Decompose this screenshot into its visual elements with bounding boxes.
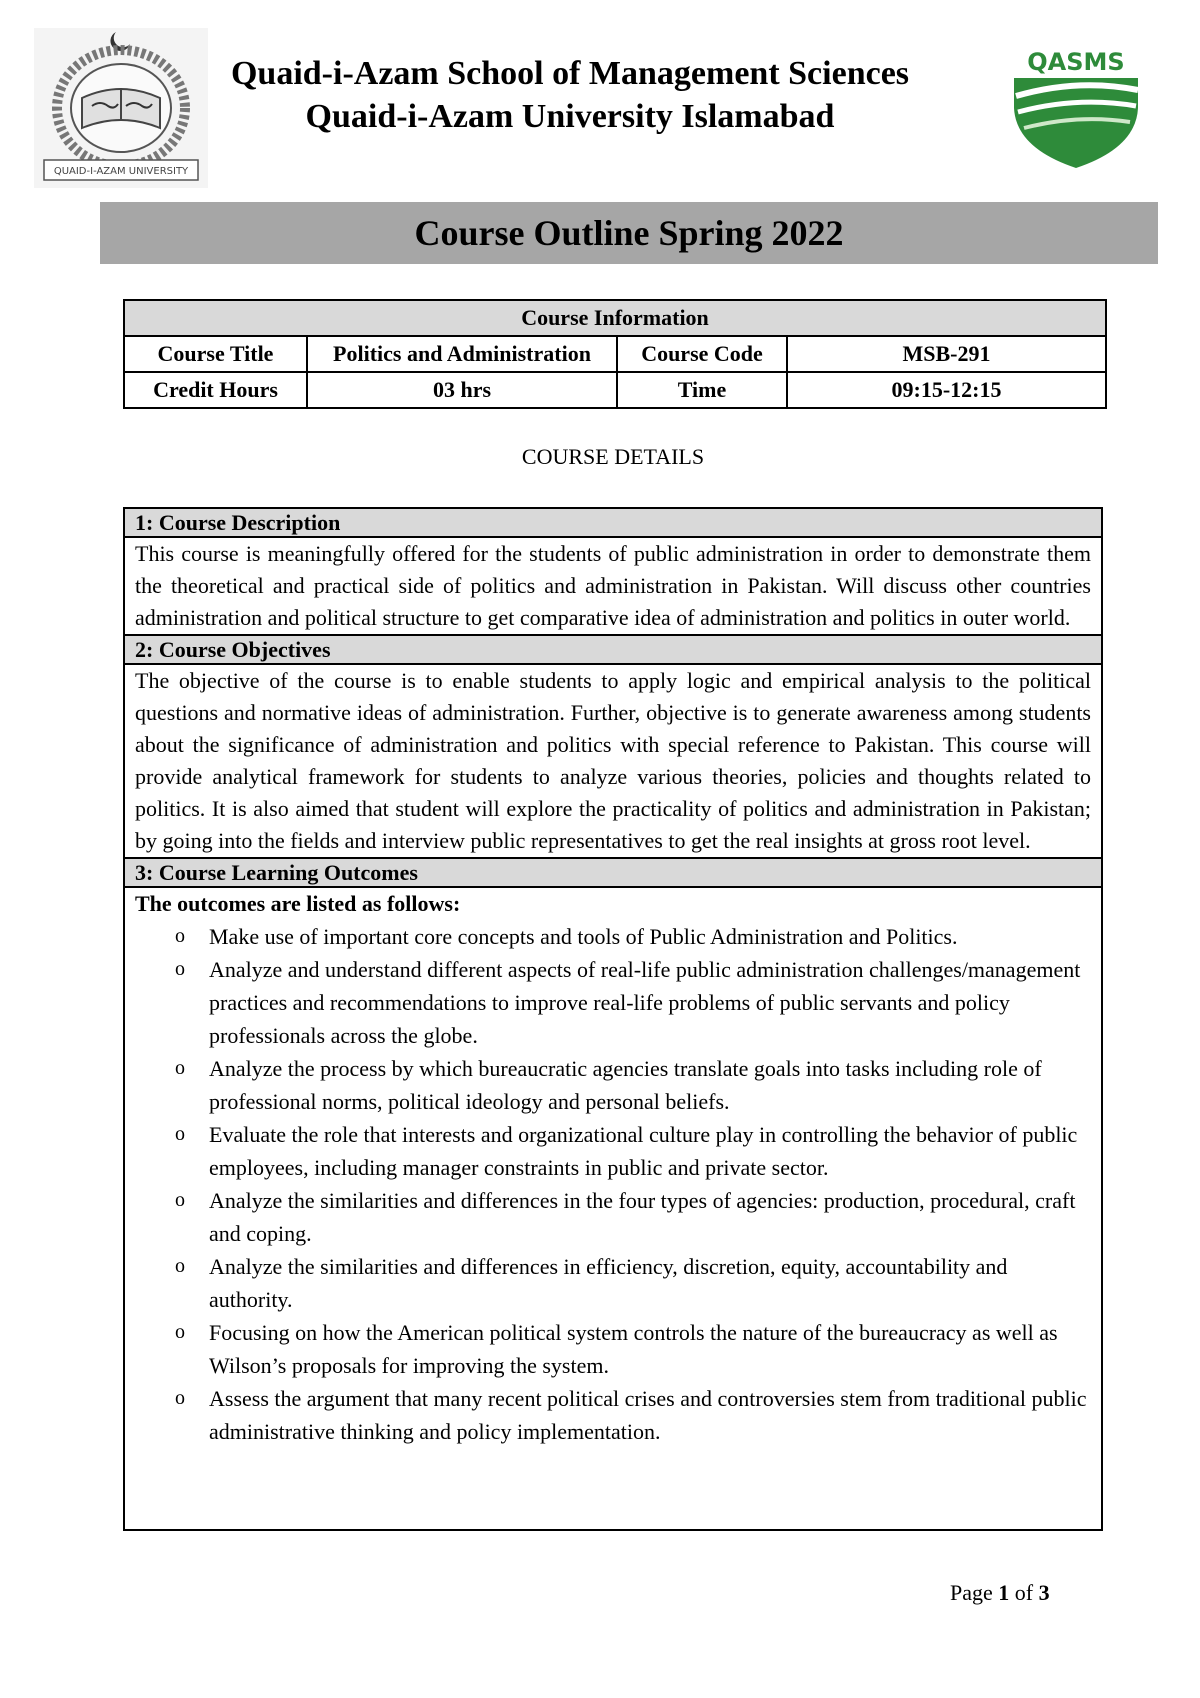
credit-hours-label: Credit Hours [124,372,307,408]
bullet-marker: o [175,958,185,980]
course-code-label: Course Code [617,336,787,372]
list-item [175,1382,1091,1448]
of-word: of [1014,1580,1034,1605]
list-item [175,953,1091,1052]
outcome-text: Analyze the similarities and differences in efficiency, discretion, equity, accountability and authority. [209,1254,1008,1312]
list-item [175,1184,1091,1250]
course-objectives-heading: 2: Course Objectives [125,634,1101,665]
list-item [175,920,1091,953]
bullet-marker: o [175,1321,185,1343]
outcome-text: Analyze and understand different aspects of real-life public administration challenges/management practices and recommendations to improve real-life problems of public servants and policy professionals across the globe. [209,957,1081,1048]
outcomes-lead-text: The outcomes are listed as follows: [135,891,461,916]
university-seal-logo [34,28,208,188]
credit-hours-value: 03 hrs [307,372,617,408]
outcomes-list [125,920,1101,1448]
course-title-label: Course Title [124,336,307,372]
qasms-logo [1008,48,1144,170]
bullet-marker: o [175,1387,185,1409]
list-item [175,1052,1091,1118]
outcome-text: Analyze the process by which bureaucratic agencies translate goals into tasks including role of professional norms, political ideology and personal beliefs. [209,1056,1042,1114]
list-item [175,1316,1091,1382]
outcome-text: Focusing on how the American political system controls the nature of the bureaucracy as well as Wilson’s proposals for improving the system. [209,1320,1058,1378]
course-details-heading: COURSE DETAILS [521,444,705,469]
list-item [175,1250,1091,1316]
list-item [175,1118,1091,1184]
current-page: 1 [998,1580,1010,1605]
outcome-text: Analyze the similarities and differences in the four types of agencies: production, procedural, craft and coping. [209,1188,1076,1246]
bullet-marker: o [175,1057,185,1079]
page-word: Page [950,1580,993,1605]
time-value: 09:15-12:15 [787,372,1106,408]
page-number [950,1580,1050,1606]
total-pages: 3 [1038,1580,1050,1605]
course-description-heading: 1: Course Description [125,509,1101,538]
bullet-marker: o [175,1255,185,1277]
outcome-text: Evaluate the role that interests and organizational culture play in controlling the behavior of public employees, including manager constraints in public and private sector. [209,1122,1078,1180]
outcome-text: Make use of important core concepts and tools of Public Administration and Politics. [209,924,958,949]
header-title-block [190,52,950,138]
course-objectives-text: The objective of the course is to enable students to apply logic and empirical analysis to the political questions and normative ideas of administration. Further, objective is to generate awareness among students about the significance of administration and politics with special reference to Pakistan. This course will provide analytical framework for students to analyze various theories, policies and thoughts related to politics. It is also aimed that student will explore the practicality of politics and administration in Pakistan; by going into the fields and interview public representatives to get the real insights at gross root level. [135,668,1091,853]
bullet-marker: o [175,925,185,947]
qasms-logo-text: QASMS [1027,48,1125,76]
course-outline-title: Course Outline Spring 2022 [100,202,1158,264]
course-info-table [123,299,1107,409]
seal-caption: QUAID-I-AZAM UNIVERSITY [53,166,189,177]
outcome-text: Assess the argument that many recent political crises and controversies stem from traditional public administrative thinking and policy implementation. [209,1386,1087,1444]
bullet-marker: o [175,1189,185,1211]
bullet-marker: o [175,1123,185,1145]
university-name: Quaid-i-Azam University Islamabad [305,98,835,135]
course-details-sections [123,507,1103,1531]
time-label: Time [617,372,787,408]
learning-outcomes-heading: 3: Course Learning Outcomes [125,857,1101,888]
course-description-text: This course is meaningfully offered for the students of public administration in order to demonstrate them the theoretical and practical side of politics and administration in Pakistan. Will discuss other countries administration and political structure to get comparative idea of administration and politics in outer world. [135,541,1091,630]
school-name: Quaid-i-Azam School of Management Sciences [230,55,910,92]
course-code-value: MSB-291 [787,336,1106,372]
course-info-heading: Course Information [124,300,1106,336]
course-title-value: Politics and Administration [307,336,617,372]
